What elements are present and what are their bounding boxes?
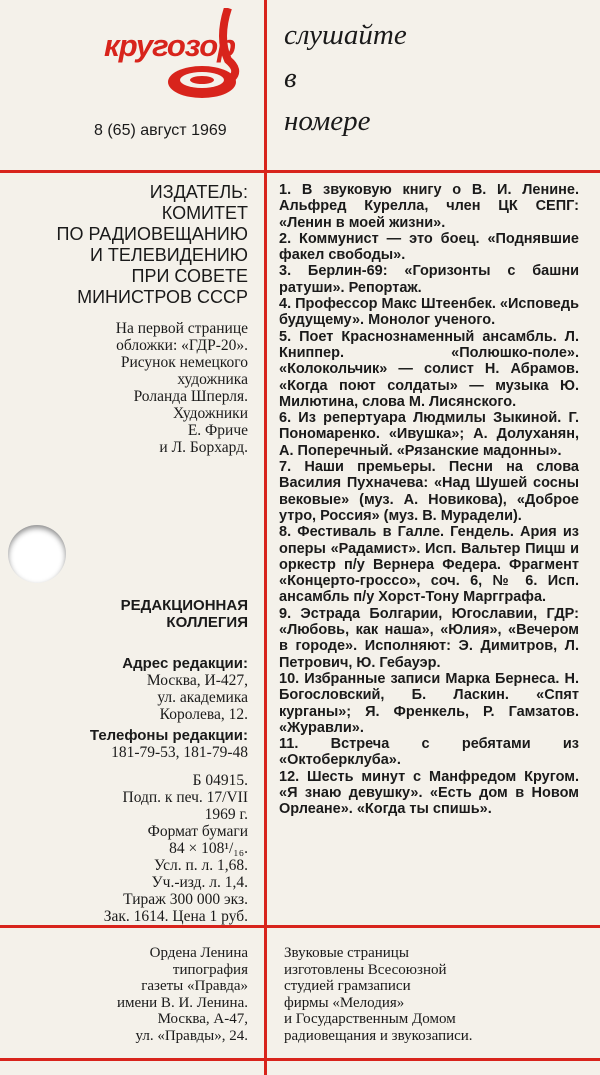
contents-item: 9. Эстрада Болгарии, Югославии, ГДР: «Любовь, как наша», «Юлия», «Вечером в городе». Исполняют: Э. Димитров, Л. Петрович, Ю. Гебауэр. bbox=[279, 605, 579, 671]
artists-note: Художники Е. Фриче и Л. Борхард. bbox=[159, 405, 248, 456]
footer-red-rule bbox=[0, 1058, 600, 1061]
cover-note: На первой странице обложки: «ГДР-20». Рисунок немецкого художника Роланда Шперля. bbox=[115, 320, 248, 405]
publisher-line: КОМИТЕТ bbox=[161, 203, 248, 223]
editorial-board: РЕДАКЦИОННАЯ КОЛЛЕГИЯ bbox=[120, 597, 248, 631]
publisher-block bbox=[0, 182, 248, 308]
contents-list bbox=[279, 182, 579, 818]
contents-item: 2. Коммунист — это боец. «Поднявшие факел свободы». bbox=[279, 230, 579, 264]
title-line: слушайте bbox=[284, 19, 407, 51]
address-value: Москва, И-427, ул. академика Королева, 12. bbox=[146, 672, 248, 723]
page-title bbox=[284, 14, 407, 143]
printer-info: Ордена Ленина типография газеты «Правда» имени В. И. Ленина. Москва, А-47, ул. «Правды», 24. bbox=[116, 945, 248, 1044]
studio-info: Звуковые страницы изготовлены Всесоюзной студией грамзаписи фирмы «Мелодия» и Государственным Домом радиовещания и звукозаписи. bbox=[284, 945, 473, 1044]
address-label: Адрес редакции: bbox=[122, 655, 248, 672]
bottom-red-rule bbox=[0, 925, 600, 928]
editorial-address bbox=[28, 655, 248, 723]
issue-number: 8 (65) август 1969 bbox=[94, 122, 227, 139]
phones-label: Телефоны редакции: bbox=[89, 727, 248, 744]
title-line: номере bbox=[284, 105, 371, 137]
contents-item: 8. Фестиваль в Галле. Гендель. Ария из оперы «Радамист». Исп. Вальтер Пицш и оркестр п/у Вернера Федера. Фрагмент «Концерто-гроссо», соч. 6, № 6. Исп. ансамбль п/у Хорст-Тону Маргграфа. bbox=[279, 524, 579, 606]
contents-item: 12. Шесть минут с Манфредом Кругом. «Я знаю девушку». «Есть дом в Новом Орлеане». «Когда ты спишь». bbox=[279, 768, 579, 818]
punched-hole bbox=[8, 525, 66, 583]
contents-item: 5. Поет Краснознаменный ансамбль. Л. Книппер. «Полюшко-поле». «Колокольчик» — солист Н. Абрамов. «Когда поют солдаты» — музыка Ю. Милютина, слова М. Лисянского. bbox=[279, 328, 579, 410]
publisher-line: ПО РАДИОВЕЩАНИЮ bbox=[56, 224, 248, 244]
contents-item: 3. Берлин-69: «Горизонты с башни ратуши». Репортаж. bbox=[279, 263, 579, 296]
krugozor-logo bbox=[100, 8, 250, 108]
publisher-line: И ТЕЛЕВИДЕНИЮ bbox=[89, 245, 248, 265]
phones-value: 181-79-53, 181-79-48 bbox=[111, 744, 248, 761]
logo-text: кругозор bbox=[104, 28, 236, 63]
contents-item: 7. Наши премьеры. Песни на слова Василия Пухначева: «Над Шушей сосны вековые» (муз. А. Новикова), «Доброе утро, Россия» (муз. В. Мурадели). bbox=[279, 459, 579, 524]
title-line: в bbox=[284, 62, 297, 94]
top-red-rule bbox=[0, 170, 600, 173]
contents-item: 11. Встреча с ребятами из «Октоберклуба». bbox=[279, 736, 579, 769]
publisher-line: ПРИ СОВЕТЕ bbox=[131, 266, 248, 286]
vertical-red-rule bbox=[264, 0, 267, 1075]
publisher-line: МИНИСТРОВ СССР bbox=[77, 287, 248, 307]
contents-item: 6. Из репертуара Людмилы Зыкиной. Г. Пономаренко. «Ивушка»; А. Долуханян, А. Поперечный. «Рязанские мадонны». bbox=[279, 410, 579, 459]
contents-item: 1. В звуковую книгу о В. И. Ленине. Альфред Курелла, член ЦК СЕПГ: «Ленин в моей жизни». bbox=[279, 182, 579, 231]
publisher-line: ИЗДАТЕЛЬ: bbox=[149, 182, 248, 202]
contents-item: 10. Избранные записи Марка Бернеса. Н. Богословский, Б. Ласкин. «Спят курганы»; Я. Френкель, Р. Гамзатов. «Журавли». bbox=[279, 670, 579, 736]
contents-item: 4. Профессор Макс Штеенбек. «Исповедь будущему». Монолог ученого. bbox=[279, 296, 579, 329]
editorial-phones bbox=[28, 727, 248, 761]
imprint-info: Б 04915. Подп. к печ. 17/VII 1969 г. Формат бумаги 84 × 108¹/₁₆. Усл. п. л. 1,68. Уч.-изд. л. 1,4. Тираж 300 000 экз. Зак. 1614. Цена 1 руб. bbox=[103, 772, 248, 925]
